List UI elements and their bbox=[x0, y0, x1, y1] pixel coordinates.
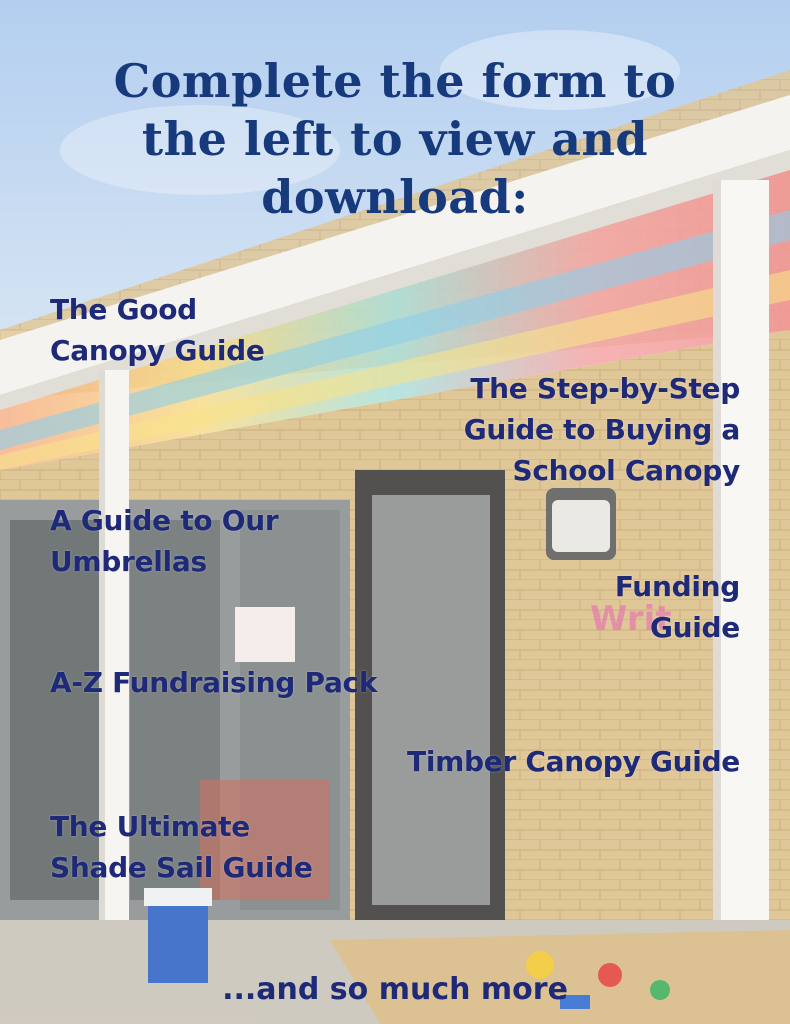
good-canopy-line-1: The Good bbox=[50, 293, 197, 326]
svg-text:Writ: Writ bbox=[590, 599, 672, 639]
funding-guide-label bbox=[615, 566, 740, 648]
umbrellas-guide-label bbox=[50, 500, 278, 582]
umbrellas-line-1: A Guide to Our bbox=[50, 504, 279, 537]
heading-line-3: download: bbox=[261, 170, 529, 224]
step-by-step-line-3: School Canopy bbox=[512, 454, 740, 487]
heading-line-2: the left to view and bbox=[141, 112, 649, 166]
shade-sail-line-1: The Ultimate bbox=[50, 810, 250, 843]
funding-line-1: Funding bbox=[614, 570, 740, 603]
fundraising-pack-label bbox=[50, 662, 377, 703]
funding-line-2: Guide bbox=[649, 611, 740, 644]
umbrellas-line-2: Umbrellas bbox=[50, 545, 207, 578]
heading-line-1: Complete the form to bbox=[113, 54, 677, 108]
step-by-step-line-1: The Step-by-Step bbox=[470, 372, 740, 405]
shade-sail-guide-label bbox=[50, 806, 313, 888]
shade-sail-line-2: Shade Sail Guide bbox=[50, 851, 313, 884]
fundraising-line-1: A-Z Fundraising Pack bbox=[50, 666, 378, 699]
page-heading bbox=[0, 52, 790, 226]
good-canopy-line-2: Canopy Guide bbox=[50, 334, 265, 367]
step-by-step-line-2: Guide to Buying a bbox=[463, 413, 740, 446]
step-by-step-guide-label bbox=[464, 368, 740, 491]
and-more-footer: ...and so much more bbox=[222, 972, 568, 1007]
timber-canopy-guide-label bbox=[407, 741, 740, 782]
good-canopy-guide-label bbox=[50, 289, 265, 371]
timber-line-1: Timber Canopy Guide bbox=[407, 745, 740, 778]
